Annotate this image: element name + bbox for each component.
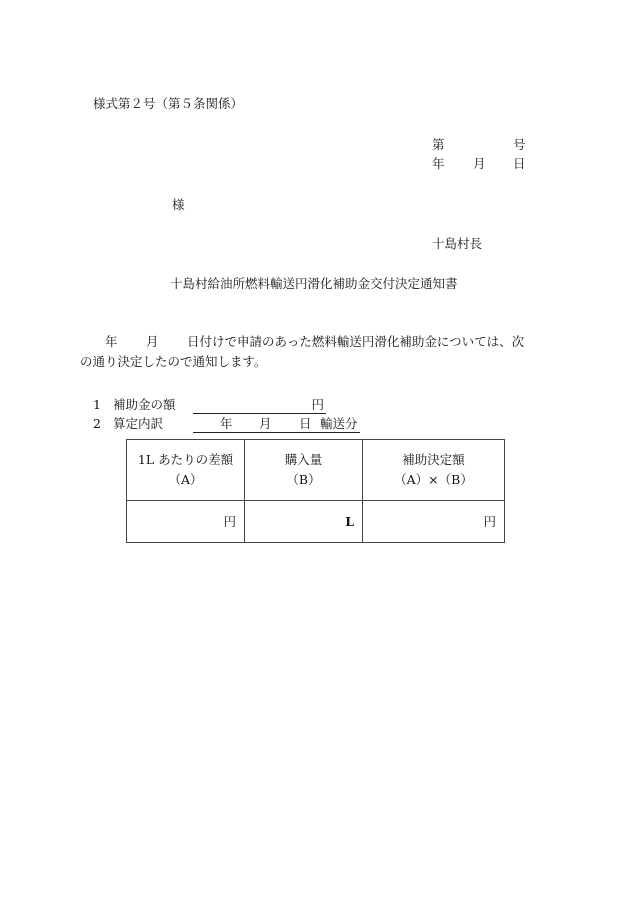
calculation-table (126, 439, 505, 543)
body-year: 年 (105, 334, 118, 349)
form-label: 様式第２号（第５条関係） (93, 96, 244, 111)
header-line: （A）×（B） (394, 472, 473, 487)
date-day: 日 (513, 156, 526, 171)
yen-unit: 円 (311, 397, 324, 412)
item-2-number: 2 (93, 416, 101, 431)
header-line: （B） (286, 472, 321, 487)
doc-number-suffix: 号 (513, 137, 526, 152)
header-purchase-volume (245, 440, 363, 501)
calculation-period-field (193, 416, 360, 433)
volume-cell: L (245, 501, 363, 543)
subsidy-amount-field (193, 397, 326, 414)
date-year: 年 (432, 156, 445, 171)
subsidy-cell: 円 (363, 501, 505, 543)
body-line2: の通り決定したので通知します。 (80, 354, 267, 369)
document-title: 十島村給油所燃料輸送円滑化補助金交付決定通知書 (170, 276, 458, 291)
table-header-row (127, 440, 505, 501)
header-line: 補助決定額 (402, 452, 465, 467)
difference-cell: 円 (127, 501, 245, 543)
body-month: 月 (146, 334, 159, 349)
header-difference-per-liter (127, 440, 245, 501)
period-month: 月 (259, 416, 272, 431)
header-line: （A） (168, 472, 203, 487)
header-line: 購入量 (284, 452, 323, 467)
item-2-label: 算定内訳 (113, 416, 164, 431)
table-row (127, 501, 505, 543)
body-line1: 日付けで申請のあった燃料輸送円滑化補助金については、次 (187, 334, 525, 349)
addressee-suffix: 様 (172, 197, 185, 212)
doc-number-prefix: 第 (432, 137, 445, 152)
date-month: 月 (473, 156, 486, 171)
sender: 十島村長 (432, 236, 483, 251)
header-line: 1L あたりの差額 (137, 452, 234, 467)
item-1-number: 1 (93, 397, 101, 412)
period-suffix: 輸送分 (320, 416, 358, 431)
period-day: 日 (299, 416, 312, 431)
item-1-label: 補助金の額 (113, 397, 176, 412)
period-year: 年 (220, 416, 233, 431)
header-subsidy-decision (363, 440, 505, 501)
